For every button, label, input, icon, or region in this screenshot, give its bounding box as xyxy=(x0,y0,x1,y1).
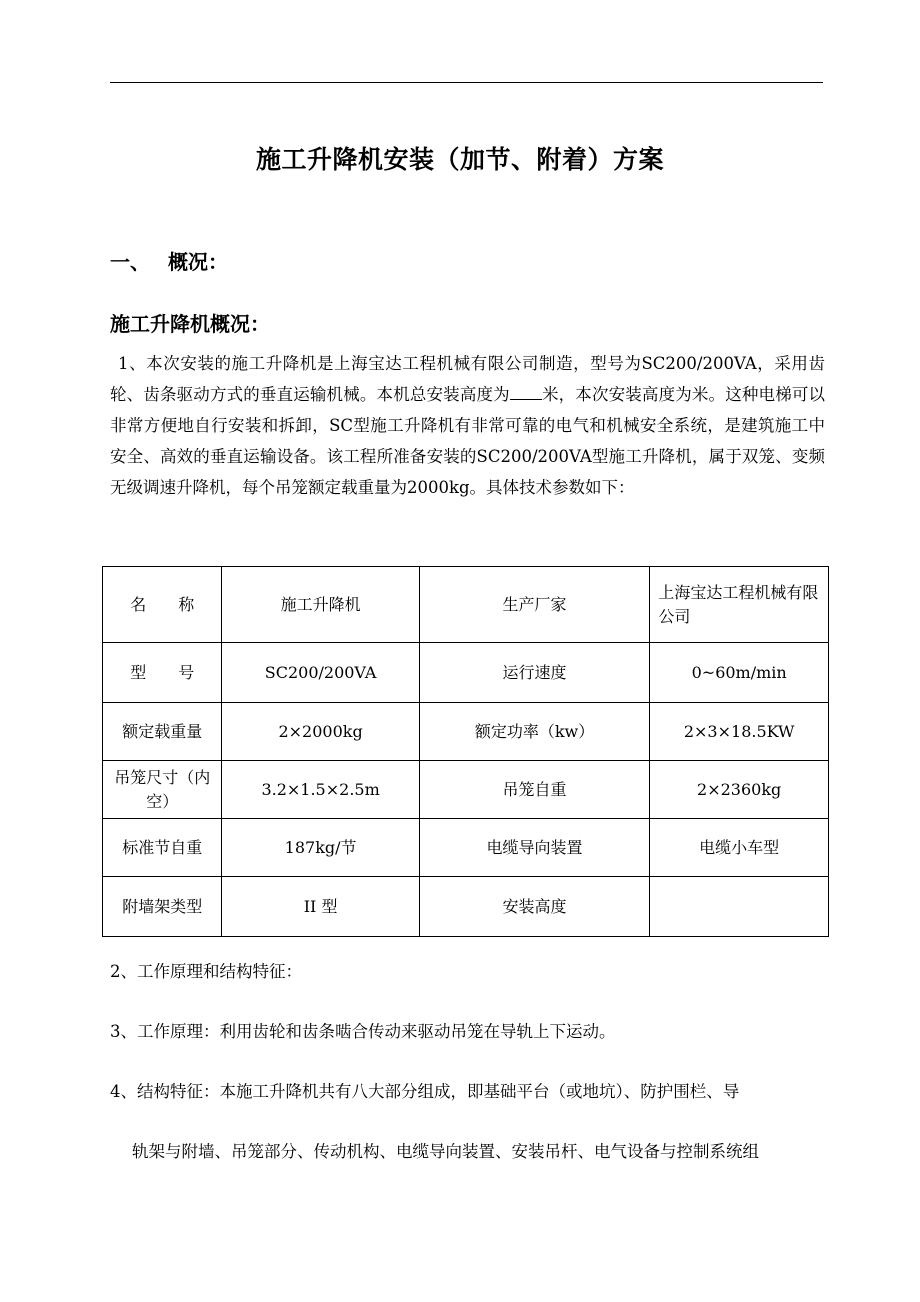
table-cell: 运行速度 xyxy=(419,643,650,703)
table-cell: 施工升降机 xyxy=(222,567,419,643)
item-4-line1: 4、结构特征：本施工升降机共有八大部分组成，即基础平台（或地坑）、防护围栏、导 xyxy=(110,1082,740,1101)
document-title: 施工升降机安装（加节、附着）方案 xyxy=(255,145,664,174)
table-row xyxy=(103,643,829,703)
table-row xyxy=(103,703,829,761)
overview-paragraph xyxy=(110,348,825,503)
table-cell: SC200/200VA xyxy=(222,643,419,703)
table-cell: 187kg/节 xyxy=(222,819,419,877)
table-cell: 附墙架类型 xyxy=(103,877,222,937)
table-cell: 名 称 xyxy=(103,567,222,643)
table-cell: 0~60m/min xyxy=(650,643,829,703)
table-cell: 标准节自重 xyxy=(103,819,222,877)
table-cell: 吊笼尺寸（内空） xyxy=(103,761,222,819)
table-cell: 电缆小车型 xyxy=(650,819,829,877)
table-cell: 2×3×18.5KW xyxy=(650,703,829,761)
paragraph-part1: 1、本次安装的施工升降机是上海宝达工程机械有限公司制造，型号为SC200/200VA，采用齿轮、齿条驱动方式的垂直运输机械。本机总安装高度为 xyxy=(110,354,825,404)
item-2: 2、工作原理和结构特征： xyxy=(110,962,302,981)
table-row xyxy=(103,819,829,877)
table-cell: 电缆导向装置 xyxy=(419,819,650,877)
table-cell: 2×2360kg xyxy=(650,761,829,819)
table-cell: 额定载重量 xyxy=(103,703,222,761)
item-3: 3、工作原理：利用齿轮和齿条啮合传动来驱动吊笼在导轨上下运动。 xyxy=(110,1022,616,1041)
table-cell xyxy=(650,877,829,937)
table-cell: 型 号 xyxy=(103,643,222,703)
paragraph-part2: 米，本次安装高度为米。这种电梯可以非常方便地自行安装和拆卸，SC型施工升降机有非常可靠的电气和机械安全系统，是建筑施工中安全、高效的垂直运输设备。该工程所准备安装的SC200/200VA型施工升降机，属于双笼、变频无级调速升降机，每个吊笼额定载重量为2000kg。具体技术参数如下： xyxy=(110,385,826,497)
spec-table xyxy=(102,566,829,937)
section-title: 概况： xyxy=(168,250,228,274)
header-rule xyxy=(110,82,823,83)
table-row xyxy=(103,567,829,643)
table-cell: II 型 xyxy=(222,877,419,937)
table-cell: 额定功率（kw） xyxy=(419,703,650,761)
table-cell: 吊笼自重 xyxy=(419,761,650,819)
item-4-line2: 轨架与附墙、吊笼部分、传动机构、电缆导向装置、安装吊杆、电气设备与控制系统组 xyxy=(132,1142,759,1161)
table-cell: 生产厂家 xyxy=(419,567,650,643)
table-cell: 上海宝达工程机械有限公司 xyxy=(650,567,829,643)
table-row xyxy=(103,877,829,937)
table-cell: 2×2000kg xyxy=(222,703,419,761)
section-number: 一、 xyxy=(110,250,150,274)
subheading: 施工升降机概况： xyxy=(110,312,270,336)
height-blank xyxy=(510,383,542,400)
table-cell: 3.2×1.5×2.5m xyxy=(222,761,419,819)
section-heading xyxy=(110,246,228,275)
table-row xyxy=(103,761,829,819)
table-cell: 安装高度 xyxy=(419,877,650,937)
